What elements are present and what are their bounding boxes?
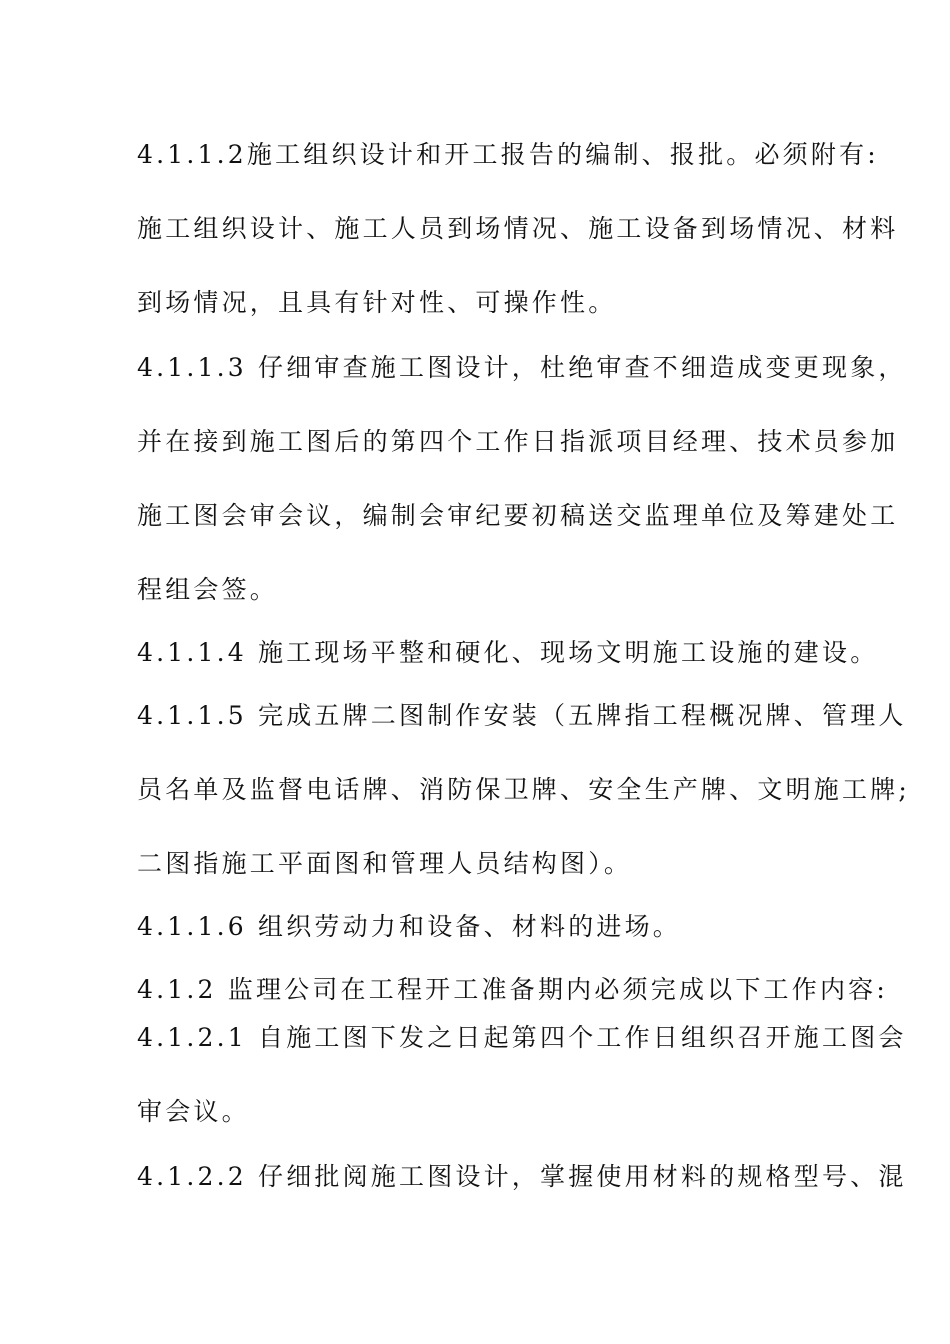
text-line-4-1-2: 4.1.2 监理公司在工程开工准备期内必须完成以下工作内容:	[137, 975, 888, 1004]
text-line: 员名单及监督电话牌、消防保卫牌、安全生产牌、文明施工牌;	[137, 775, 911, 804]
text-line: 到场情况，且具有针对性、可操作性。	[137, 288, 617, 317]
text-line-4-1-1-3: 4.1.1.3 仔细审查施工图设计，杜绝审查不细造成变更现象，	[137, 353, 907, 382]
text-line-4-1-1-4: 4.1.1.4 施工现场平整和硬化、现场文明施工设施的建设。	[137, 638, 879, 667]
text-line: 审会议。	[137, 1097, 250, 1126]
text-line-4-1-1-6: 4.1.1.6 组织劳动力和设备、材料的进场。	[137, 912, 682, 941]
text-line-4-1-1-5: 4.1.1.5 完成五牌二图制作安装（五牌指工程概况牌、管理人	[137, 701, 907, 730]
text-line: 二图指施工平面图和管理人员结构图）。	[137, 849, 633, 878]
text-line-4-1-2-2: 4.1.2.2 仔细批阅施工图设计，掌握使用材料的规格型号、混	[137, 1162, 907, 1191]
text-line-4-1-1-2: 4.1.1.2施工组织设计和开工报告的编制、报批。必须附有:	[137, 140, 879, 169]
text-line: 施工图会审会议，编制会审纪要初稿送交监理单位及筹建处工	[137, 501, 899, 530]
text-line: 程组会签。	[137, 575, 279, 604]
text-line: 并在接到施工图后的第四个工作日指派项目经理、技术员参加	[137, 427, 899, 456]
text-line: 施工组织设计、施工人员到场情况、施工设备到场情况、材料	[137, 214, 899, 243]
text-line-4-1-2-1: 4.1.2.1 自施工图下发之日起第四个工作日组织召开施工图会	[137, 1023, 907, 1052]
